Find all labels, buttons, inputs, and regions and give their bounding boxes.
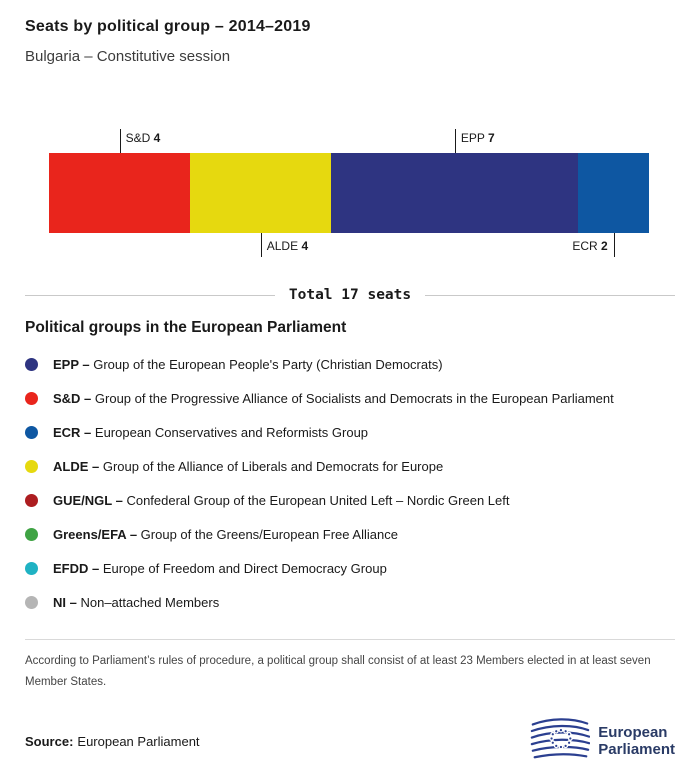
total-seats-divider	[25, 287, 675, 303]
divider-rule-left	[25, 295, 275, 296]
page-subtitle: Bulgaria – Constitutive session	[25, 48, 231, 65]
footer	[25, 716, 675, 766]
seats-chart	[49, 125, 649, 265]
bar-label-epp: EPP 7	[460, 131, 495, 145]
legend-color-dot-guengl	[25, 494, 38, 507]
legend-color-dot-ni	[25, 596, 38, 609]
logo-text-line1: European	[598, 723, 668, 741]
bar-segment-epp	[331, 153, 578, 233]
footnote-text: According to Parliament’s rules of procedure, a political group shall consist of at least 23 Members elected in at least seven Member States.	[25, 655, 651, 688]
legend-label-epp: EPP – Group of the European People's Party (Christian Democrats)	[53, 356, 443, 372]
european-parliament-logo-icon	[530, 716, 590, 766]
legend-color-dot-sd	[25, 392, 38, 405]
legend-label-alde: ALDE – Group of the Alliance of Liberals and Democrats for Europe	[53, 458, 444, 474]
legend-item-epp	[25, 347, 675, 381]
legend-color-dot-efdd	[25, 562, 38, 575]
legend-color-dot-ecr	[25, 426, 38, 439]
bar-label-tick-sd	[120, 129, 121, 153]
legend-item-alde	[25, 449, 675, 483]
legend-heading: Political groups in the European Parliament	[25, 319, 347, 336]
legend-label-guengl: GUE/NGL – Confederal Group of the European United Left – Nordic Green Left	[53, 492, 510, 508]
legend-label-sd: S&D – Group of the Progressive Alliance of Socialists and Democrats in the European Parliament	[53, 390, 614, 406]
bar-segment-ecr	[578, 153, 649, 233]
bar-label-tick-ecr	[614, 233, 615, 257]
footnote-divider	[25, 639, 675, 640]
european-parliament-logo	[530, 716, 675, 766]
divider-rule-right	[425, 295, 675, 296]
legend-item-guengl	[25, 483, 675, 517]
legend-color-dot-epp	[25, 358, 38, 371]
bar-label-tick-alde	[261, 233, 262, 257]
legend-item-efdd	[25, 551, 675, 585]
source-value: European Parliament	[77, 733, 200, 749]
legend-item-sd	[25, 381, 675, 415]
bar-segment-sd	[49, 153, 190, 233]
legend-color-dot-alde	[25, 460, 38, 473]
legend-item-ecr	[25, 415, 675, 449]
bar-segment-alde	[190, 153, 331, 233]
legend-list	[25, 347, 675, 619]
logo-text-line2: Parliament	[598, 741, 675, 759]
source-line	[25, 734, 200, 749]
bar-label-tick-epp	[455, 129, 456, 153]
bar-label-sd: S&D 4	[125, 131, 161, 145]
stacked-bar	[49, 153, 649, 233]
legend-label-ni: NI – Non–attached Members	[53, 594, 220, 610]
legend-color-dot-greensefa	[25, 528, 38, 541]
legend-label-greensefa: Greens/EFA – Group of the Greens/European Free Alliance	[53, 526, 398, 542]
legend-item-ni	[25, 585, 675, 619]
european-parliament-logo-text	[598, 724, 675, 759]
source-label: Source:	[25, 733, 74, 749]
bar-label-alde: ALDE 4	[266, 239, 309, 253]
total-seats-label: Total 17 seats	[288, 287, 412, 303]
legend-label-ecr: ECR – European Conservatives and Reformists Group	[53, 424, 369, 440]
legend-item-greensefa	[25, 517, 675, 551]
bar-label-ecr: ECR 2	[572, 239, 608, 253]
page-title: Seats by political group – 2014–2019	[25, 18, 311, 35]
legend-label-efdd: EFDD – Europe of Freedom and Direct Democracy Group	[53, 560, 387, 576]
